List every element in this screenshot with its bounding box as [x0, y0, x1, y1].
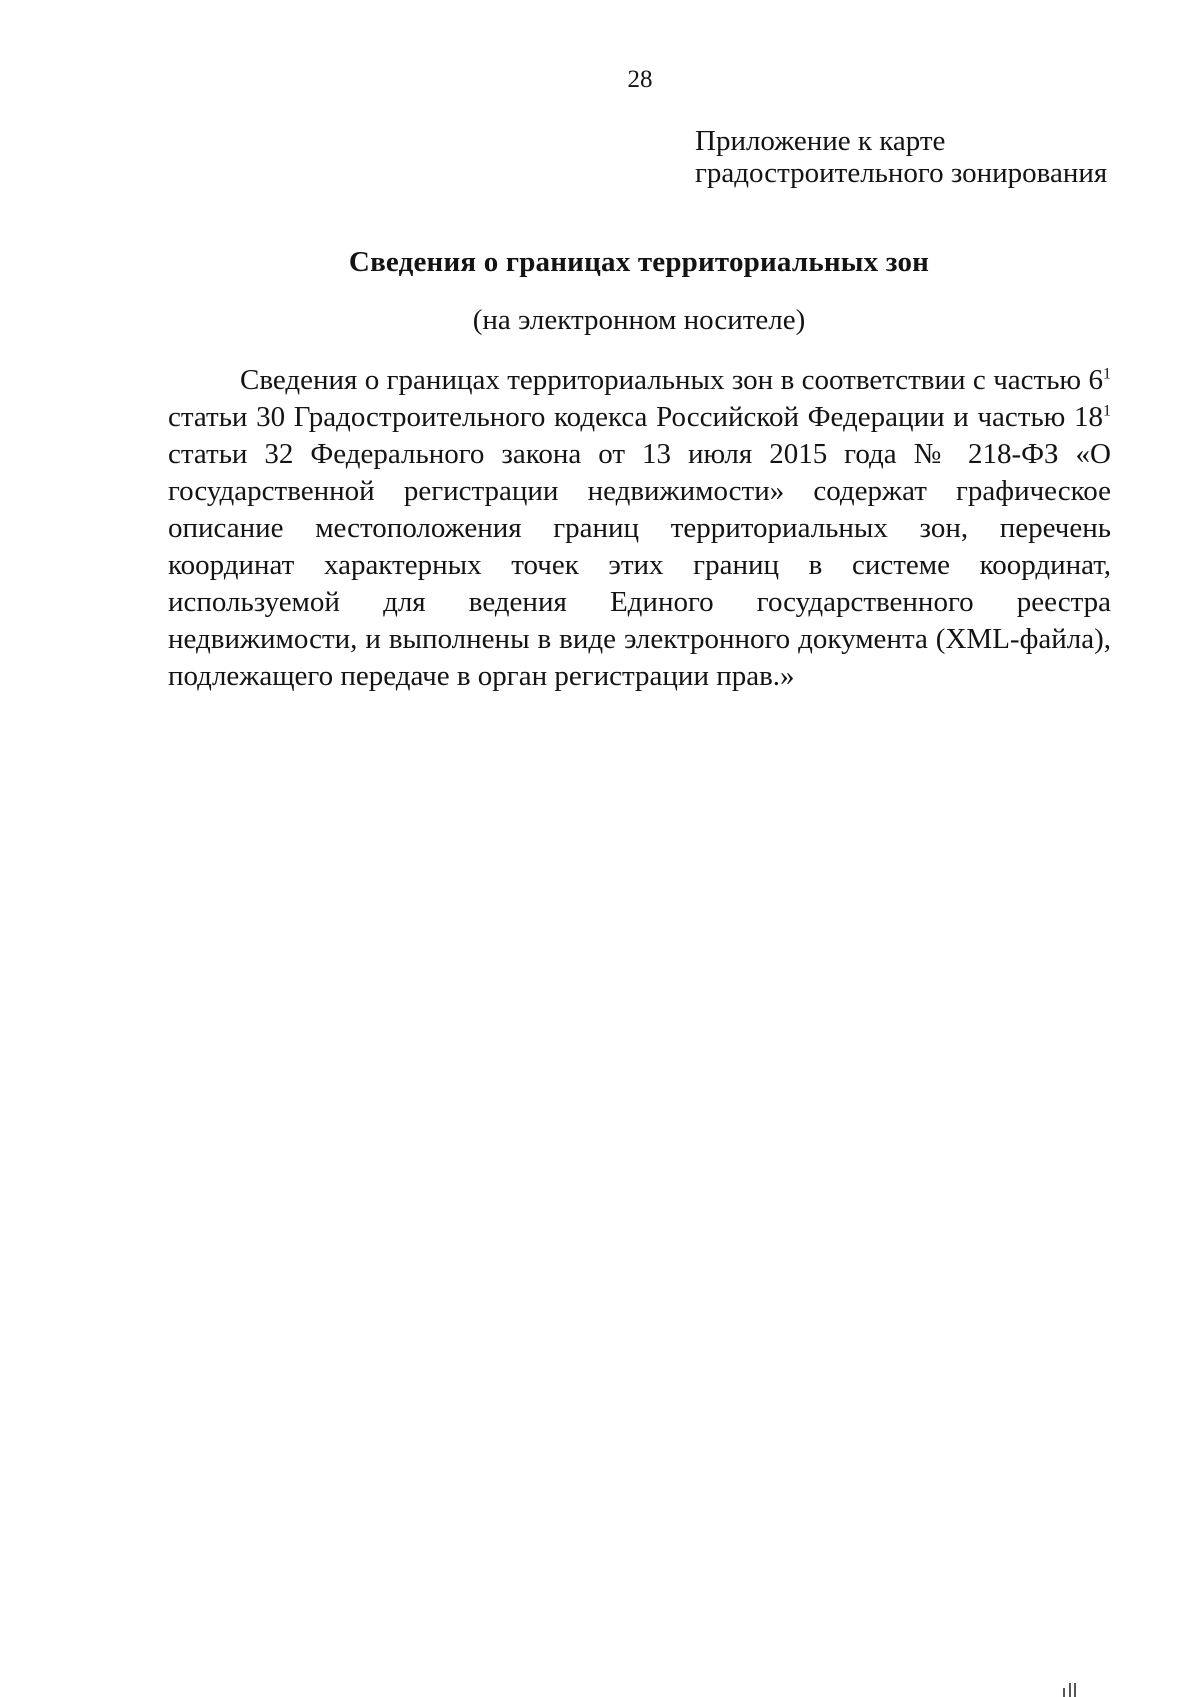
appendix-line-2: градостроительного зонирования [695, 157, 1108, 189]
superscript-2: 1 [1103, 402, 1111, 420]
page-number: 28 [627, 66, 653, 93]
body-text-part-3: статьи 32 Федерального закона от 13 июля 2015 года № 218-ФЗ «О государственной регистрации недвижимости» содержат графическое описание местоположения границ территориальных зон, перечень координат характерных точек этих границ в системе координат, используемой для ведения Единого государственного реестра недвижимости, и выполнены в виде электронного документа (XML-файла), подлежащего передаче в орган регистрации прав.» [168, 438, 1111, 692]
appendix-note [695, 125, 1107, 189]
superscript-1: 1 [1103, 365, 1111, 383]
scan-corner-mark [1063, 1682, 1079, 1697]
body-text-part-1: Сведения о границах территориальных зон в соответствии с частью 6 [240, 364, 1103, 396]
body-paragraph [168, 362, 1111, 695]
body-text-part-2: статьи 30 Градостроительного кодекса Российской Федерации и частью 18 [168, 401, 1103, 433]
appendix-line-1: Приложение к карте [695, 125, 946, 157]
document-subtitle: (на электронном носителе) [472, 304, 806, 336]
document-title: Сведения о границах территориальных зон [348, 246, 930, 278]
